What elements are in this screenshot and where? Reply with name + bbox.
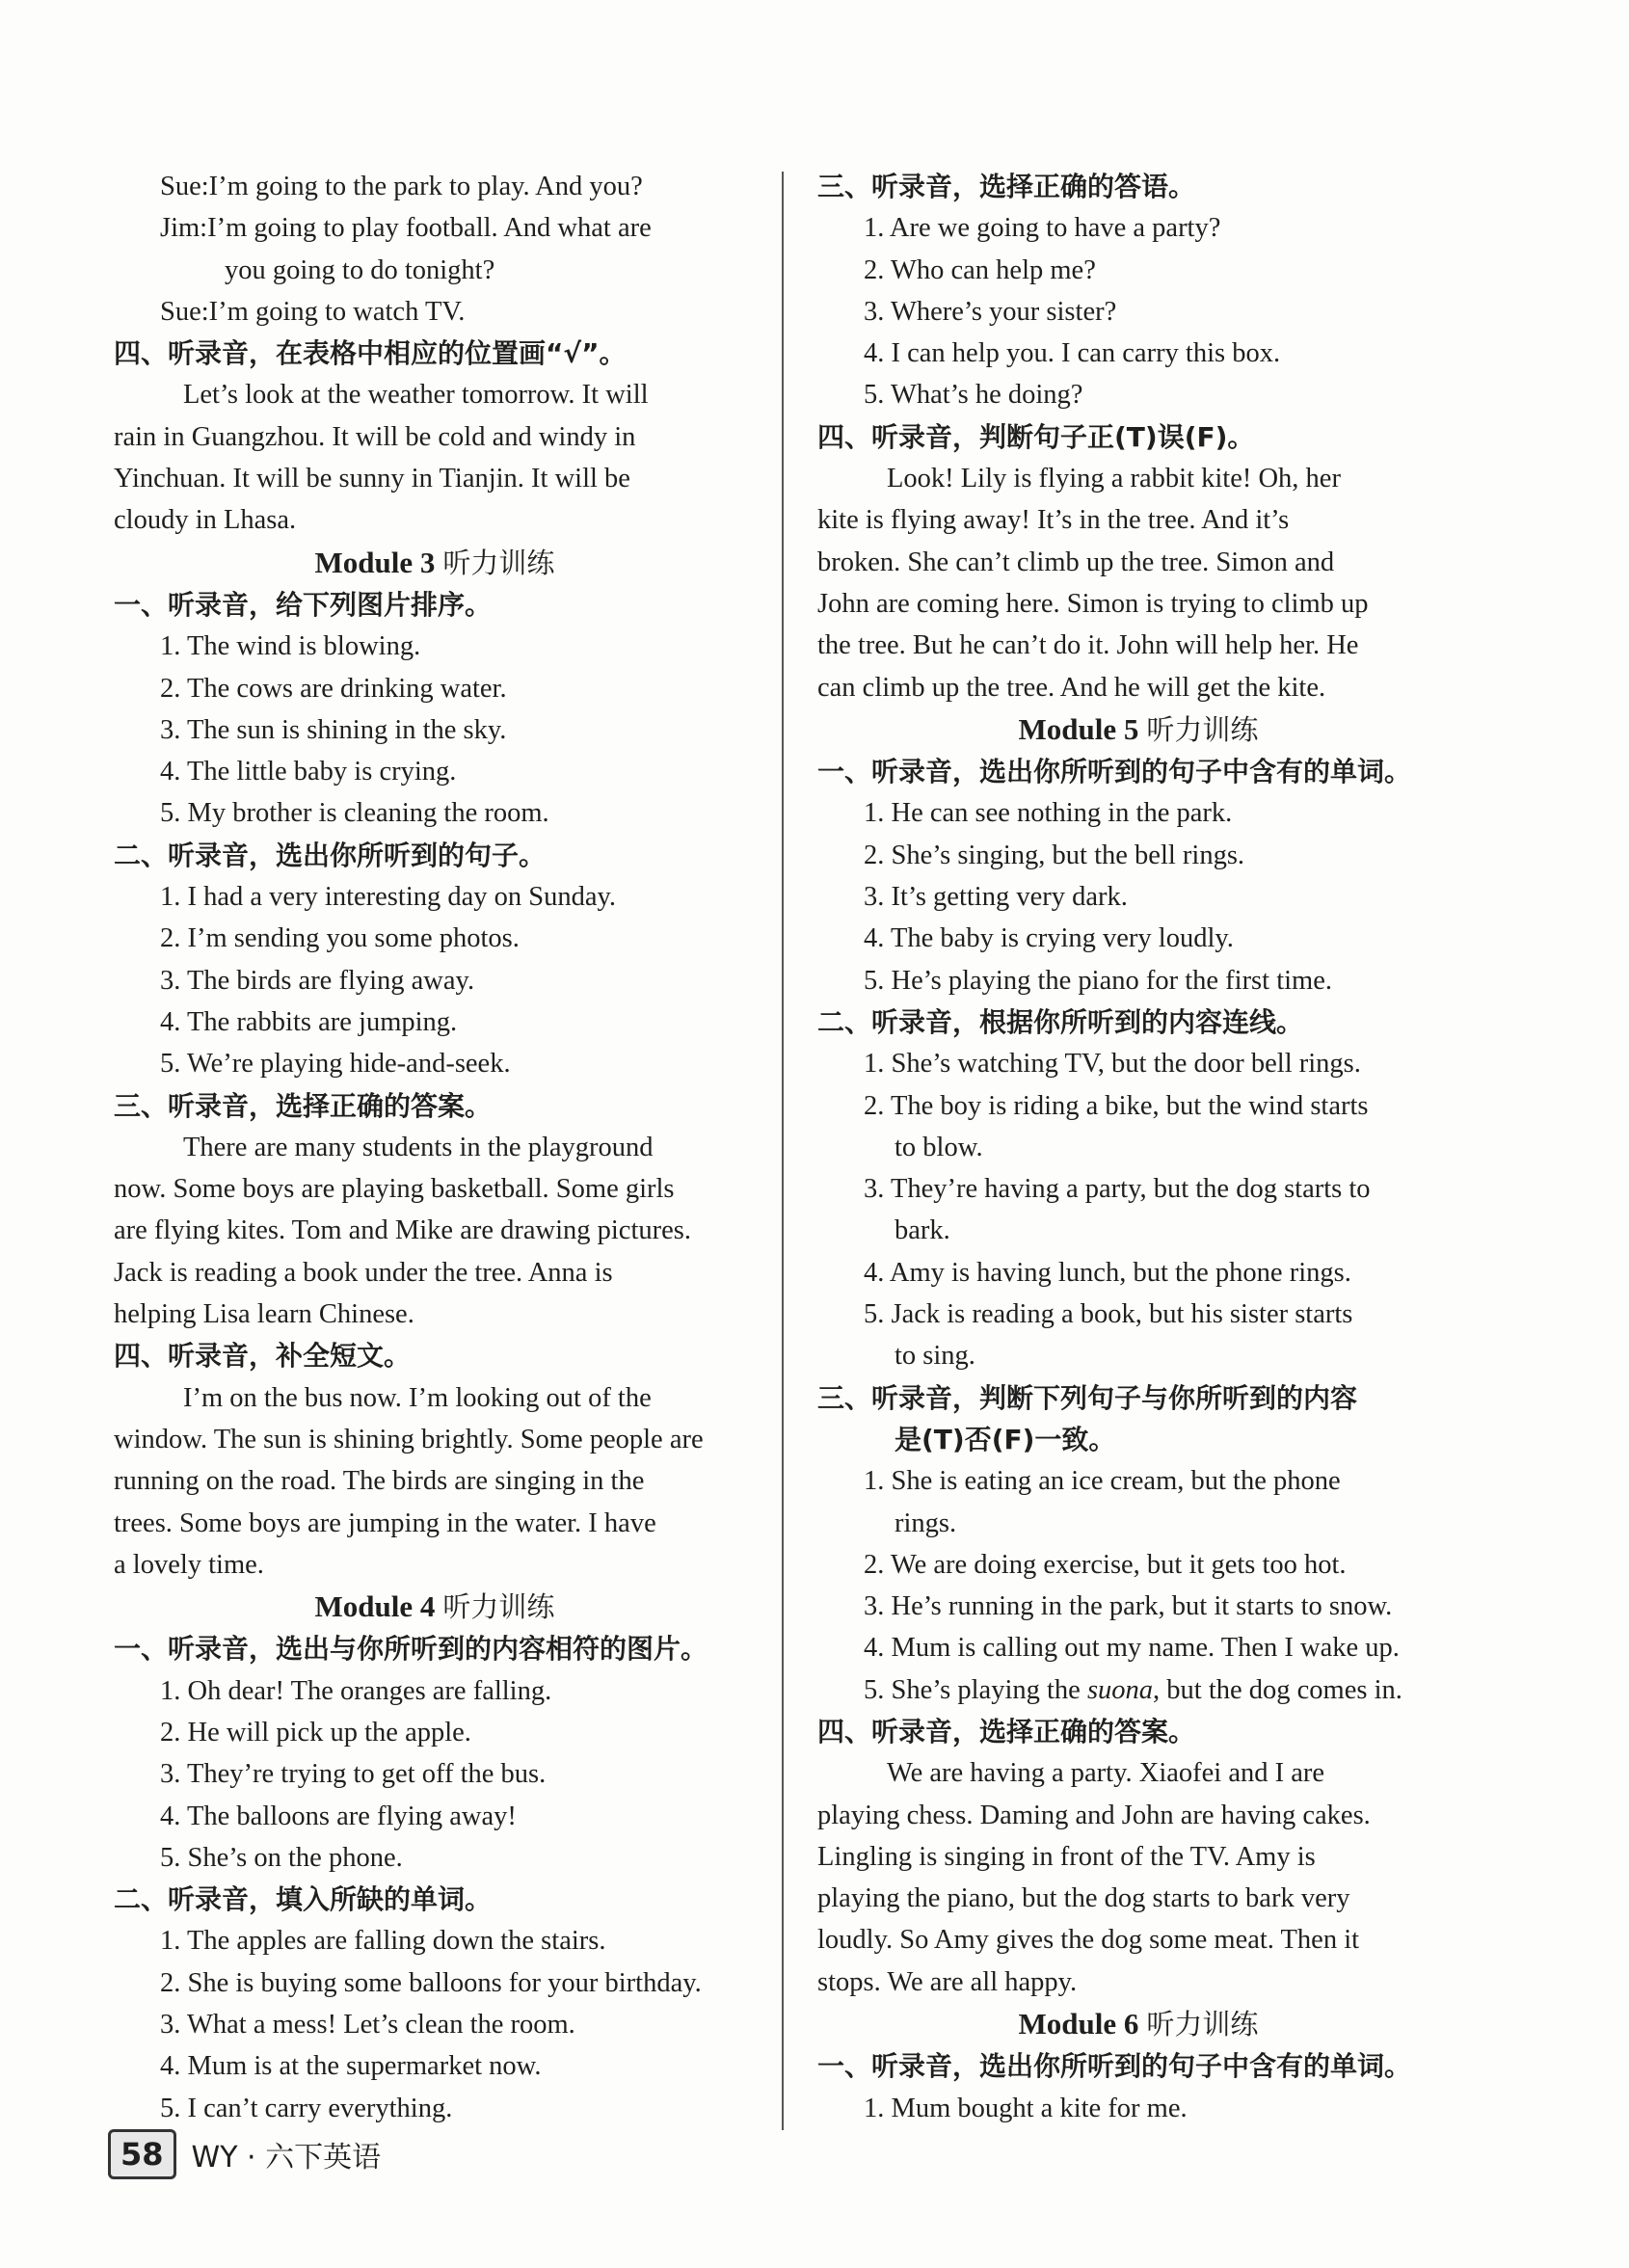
section-heading: 四、听录音，补全短文。 xyxy=(114,1340,412,1373)
text-line: 1. She is eating an ice cream, but the phone xyxy=(864,1466,1341,1497)
left-column xyxy=(114,166,756,2129)
text-line: a lovely time. xyxy=(114,1549,264,1580)
text-line: Jack is reading a book under the tree. Anna is xyxy=(114,1257,613,1288)
text-line: 4. The little baby is crying. xyxy=(160,757,457,787)
text-line: 4. The rabbits are jumping. xyxy=(160,1006,458,1037)
text-line: Yinchuan. It will be sunny in Tianjin. It will be xyxy=(114,464,630,494)
text-line: We are having a party. Xiaofei and I are xyxy=(887,1758,1324,1789)
text-line: 3. Where’s your sister? xyxy=(864,296,1117,327)
text-line: Sue:I’m going to watch TV. xyxy=(160,296,466,327)
text-line: bark. xyxy=(895,1215,950,1246)
section-heading: 三、听录音，选择正确的答语。 xyxy=(817,171,1196,202)
section-heading: 一、听录音，选出你所听到的句子中含有的单词。 xyxy=(817,756,1412,788)
section-heading: 一、听录音，选出你所听到的句子中含有的单词。 xyxy=(817,2050,1412,2083)
right-column xyxy=(817,166,1459,2129)
section-heading: 一、听录音，选出与你所听到的内容相符的图片。 xyxy=(114,1633,708,1666)
text-line: 3. He’s running in the park, but it starts to snow. xyxy=(864,1591,1393,1622)
text-line: 2. I’m sending you some photos. xyxy=(160,923,520,954)
text-line: helping Lisa learn Chinese. xyxy=(114,1299,414,1330)
text-line: 5. My brother is cleaning the room. xyxy=(160,798,549,829)
text-line: rings. xyxy=(895,1508,957,1538)
text-line: Sue:I’m going to the park to play. And you? xyxy=(160,172,643,201)
module-title-en: Module 5 xyxy=(1018,711,1139,746)
section-heading: 二、听录音，根据你所听到的内容连线。 xyxy=(817,1005,1304,1038)
section-heading: 四、听录音，选择正确的答案。 xyxy=(817,1715,1196,1748)
text-line: running on the road. The birds are singing in the xyxy=(114,1466,645,1497)
text-line: trees. Some boys are jumping in the water. I have xyxy=(114,1508,656,1538)
text-line: loudly. So Amy gives the dog some meat. Then it xyxy=(817,1925,1360,1956)
section-heading: 三、听录音，判断下列句子与你所听到的内容 xyxy=(817,1381,1358,1414)
text-line: 1. Mum bought a kite for me. xyxy=(864,2093,1188,2123)
section-heading: 一、听录音，给下列图片排序。 xyxy=(114,588,493,621)
text-line: 3. The sun is shining in the sky. xyxy=(160,714,507,745)
text-line: 5. She’s playing the suona, but the dog comes in. xyxy=(864,1674,1402,1705)
text-line: 3. They’re trying to get off the bus. xyxy=(160,1759,547,1790)
text-line: rain in Guangzhou. It will be cold and windy in xyxy=(114,421,636,452)
text-line: John are coming here. Simon is trying to climb up xyxy=(817,588,1369,619)
text-line: 4. Amy is having lunch, but the phone rings. xyxy=(864,1257,1351,1288)
page-number: 58 xyxy=(108,2129,176,2179)
text-line: 5. What’s he doing? xyxy=(864,380,1083,411)
text-line: 1. The wind is blowing. xyxy=(160,631,421,662)
module-title xyxy=(817,2003,1459,2045)
text-line: playing chess. Daming and John are having cakes. xyxy=(817,1800,1371,1830)
section-heading: 四、听录音，在表格中相应的位置画“√”。 xyxy=(114,337,627,370)
text-line: 2. She’s singing, but the bell rings. xyxy=(864,840,1245,870)
section-heading: 二、听录音，选出你所听到的句子。 xyxy=(114,839,547,871)
text-line: playing the piano, but the dog starts to bark very xyxy=(817,1883,1350,1914)
text-line: 2. He will pick up the apple. xyxy=(160,1717,471,1748)
text-line: 5. She’s on the phone. xyxy=(160,1842,403,1873)
text-line: 5. I can’t carry everything. xyxy=(160,2093,453,2123)
text-line: 1. She’s watching TV, but the door bell rings. xyxy=(864,1049,1361,1080)
text-line: kite is flying away! It’s in the tree. And it’s xyxy=(817,505,1290,536)
text-line: 1. I had a very interesting day on Sunday. xyxy=(160,882,617,913)
footer-label: WY · 六下英语 xyxy=(191,2141,382,2175)
module-title xyxy=(114,1586,756,1628)
text-line: 5. He’s playing the piano for the first time. xyxy=(864,965,1332,996)
module-title-en: Module 3 xyxy=(314,545,436,579)
module-title xyxy=(817,708,1459,751)
text-line: to sing. xyxy=(895,1341,975,1372)
text-line: 1. Are we going to have a party? xyxy=(864,213,1221,244)
text-line: 5. Jack is reading a book, but his sister starts xyxy=(864,1299,1353,1330)
text-line: 4. Mum is at the supermarket now. xyxy=(160,2051,542,2082)
column-divider xyxy=(782,172,784,2130)
text-line: cloudy in Lhasa. xyxy=(114,505,297,536)
section-heading: 四、听录音，判断句子正(T)误(F)。 xyxy=(817,420,1255,453)
module-title-cn: 听力训练 xyxy=(1146,2008,1259,2041)
text-line: 3. What a mess! Let’s clean the room. xyxy=(160,2010,575,2041)
text-line: 3. They’re having a party, but the dog starts to xyxy=(864,1174,1371,1205)
text-line: Look! Lily is flying a rabbit kite! Oh, her xyxy=(887,464,1341,494)
text-line: Jim:I’m going to play football. And what are xyxy=(160,213,652,244)
text-line: 1. The apples are falling down the stairs. xyxy=(160,1926,606,1957)
text-line: the tree. But he can’t do it. John will help her. He xyxy=(817,630,1359,661)
section-heading: 是(T)否(F)一致。 xyxy=(895,1423,1116,1455)
module-title-en: Module 4 xyxy=(314,1589,436,1624)
module-title-cn: 听力训练 xyxy=(1146,712,1259,746)
module-title-cn: 听力训练 xyxy=(442,546,555,579)
page-footer xyxy=(108,2130,381,2178)
text-line: are flying kites. Tom and Mike are drawing pictures. xyxy=(114,1215,691,1246)
text-line: window. The sun is shining brightly. Some people are xyxy=(114,1424,704,1454)
text-line: 3. It’s getting very dark. xyxy=(864,882,1128,913)
text-line: There are many students in the playground xyxy=(183,1132,654,1162)
module-title-cn: 听力训练 xyxy=(442,1590,555,1624)
text-line: 2. The boy is riding a bike, but the wind starts xyxy=(864,1090,1369,1121)
module-title xyxy=(114,542,756,584)
text-line: 1. He can see nothing in the park. xyxy=(864,798,1233,829)
text-line: 4. The balloons are flying away! xyxy=(160,1801,517,1831)
text-line: 4. The baby is crying very loudly. xyxy=(864,923,1234,954)
text-line: Lingling is singing in front of the TV. Amy is xyxy=(817,1841,1316,1872)
text-line: you going to do tonight? xyxy=(225,254,495,285)
text-line: 2. Who can help me? xyxy=(864,254,1096,285)
text-line: 5. We’re playing hide-and-seek. xyxy=(160,1049,511,1080)
module-title-en: Module 6 xyxy=(1018,2007,1139,2041)
text-line: 2. The cows are drinking water. xyxy=(160,673,507,704)
text-line: now. Some boys are playing basketball. Some girls xyxy=(114,1174,675,1205)
italic-word: suona xyxy=(1086,1674,1154,1705)
text-line: 2. She is buying some balloons for your birthday. xyxy=(160,1967,702,1998)
section-heading: 三、听录音，选择正确的答案。 xyxy=(114,1089,493,1122)
text-line: Let’s look at the weather tomorrow. It will xyxy=(183,380,649,411)
text-line: 1. Oh dear! The oranges are falling. xyxy=(160,1675,552,1706)
text-line: I’m on the bus now. I’m looking out of the xyxy=(183,1382,652,1413)
text-line: broken. She can’t climb up the tree. Simon and xyxy=(817,547,1335,577)
text-line: stops. We are all happy. xyxy=(817,1966,1078,1997)
text-line: 2. We are doing exercise, but it gets too hot. xyxy=(864,1549,1347,1580)
text-line: 4. Mum is calling out my name. Then I wake up. xyxy=(864,1633,1400,1664)
text-line: can climb up the tree. And he will get the kite. xyxy=(817,672,1326,703)
text-line: 3. The birds are flying away. xyxy=(160,965,475,996)
section-heading: 二、听录音，填入所缺的单词。 xyxy=(114,1883,493,1916)
text-line: to blow. xyxy=(895,1132,983,1162)
text-line: 4. I can help you. I can carry this box. xyxy=(864,338,1281,369)
